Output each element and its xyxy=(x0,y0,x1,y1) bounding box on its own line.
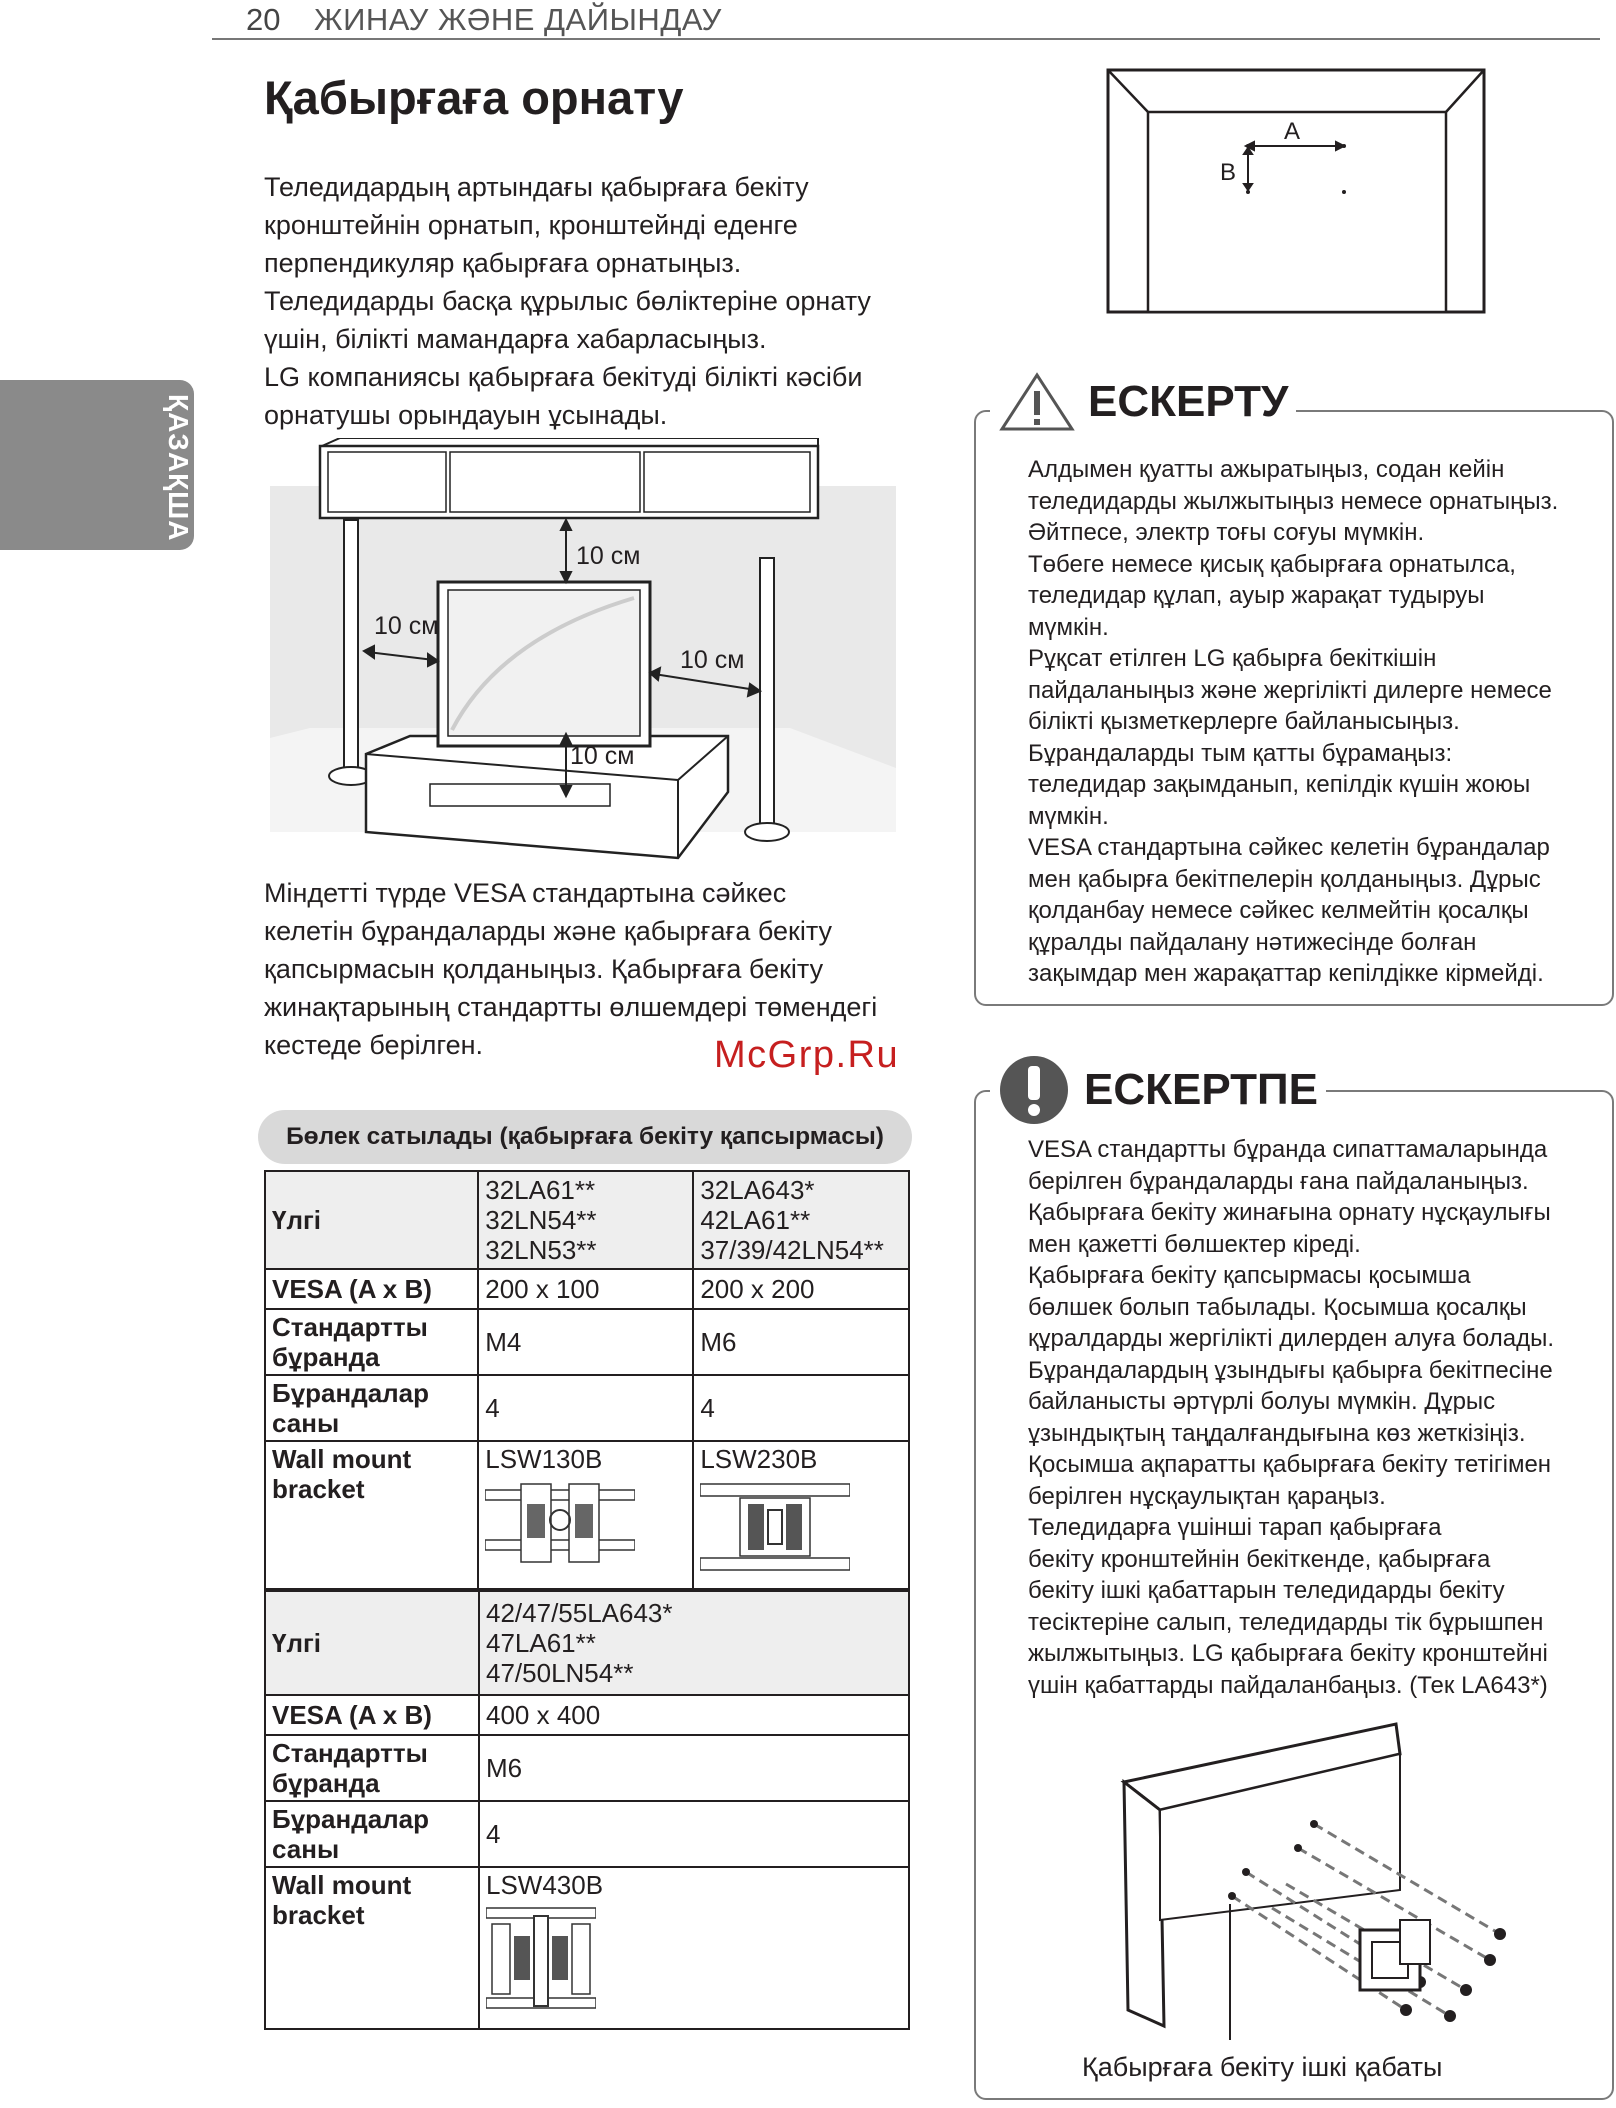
row-label xyxy=(265,1309,478,1375)
top-gap-label: 10 см xyxy=(576,542,641,570)
label-line: Бұрандалар xyxy=(272,1378,430,1408)
text-line: ұзындықтың таңдалғандығына көз жеткізіңіз. xyxy=(1028,1419,1526,1447)
model-name: 37/39/42LN54** xyxy=(700,1235,884,1265)
text-line: Теледидарды басқа құрылыс бөліктеріне орнату xyxy=(264,286,871,316)
text-line: қапсырмасын қолданыңыз. Қабырғаға бекіту xyxy=(264,954,824,984)
watermark: McGrp.Ru xyxy=(714,1034,900,1076)
bracket-part xyxy=(1360,1920,1430,1990)
text-line: VESA стандартына сәйкес келетін бұрандалар xyxy=(1028,834,1550,861)
label-line: бұранда xyxy=(272,1768,380,1798)
count-cell: 4 xyxy=(479,1801,909,1867)
text-line: мүмкін. xyxy=(1028,802,1109,830)
spacer-caption: Қабырғаға бекіту ішкі қабаты xyxy=(1082,2052,1443,2082)
text-line: тесіктеріне салып, теледидарды тік бұрышпен xyxy=(1028,1608,1544,1636)
wall-mount-spacer-diagram xyxy=(1120,1720,1520,2040)
text-line: Міндетті түрде VESA стандартына сәйкес xyxy=(264,878,787,908)
text-line: Әйтпесе, электр тоғы соғуы мүмкін. xyxy=(1028,519,1425,546)
model-name: 47LA61** xyxy=(486,1628,596,1658)
model-name: 32LA643* xyxy=(700,1175,815,1205)
table-row xyxy=(265,1695,909,1735)
text-line: мүмкін. xyxy=(1028,613,1109,641)
text-line: Қабырғаға бекіту жинағына орнату нұсқаулығы xyxy=(1028,1199,1551,1226)
note-header xyxy=(990,1042,1326,1138)
row-label xyxy=(265,1375,478,1441)
table-row xyxy=(265,1375,909,1441)
caution-title: ЕСКЕРТУ xyxy=(1088,377,1289,426)
row-label: VESA (A x B) xyxy=(265,1269,478,1309)
text-line: Алдымен қуатты ажыратыңыз, содан кейін xyxy=(1028,456,1505,483)
row-label: Үлгі xyxy=(265,1171,478,1269)
text-line: LG компаниясы қабырғаға бекітуді білікті кәсіби xyxy=(264,362,863,392)
label-line: Wall mount xyxy=(272,1870,412,1900)
bracket-cell xyxy=(479,1867,909,2029)
text-line: перпендикуляр қабырғаға орнатыңыз. xyxy=(264,248,742,278)
tv-screen xyxy=(438,582,650,746)
text-line: теледидарды жылжытыңыз немесе орнатыңыз. xyxy=(1028,487,1559,515)
text-line: Қосымша ақпаратты қабырғаға бекіту тетігімен xyxy=(1028,1451,1552,1478)
screw-cell: M6 xyxy=(479,1735,909,1801)
bracket-cell xyxy=(478,1441,693,1589)
label-line: bracket xyxy=(272,1474,365,1504)
text-line: кестеде берілген. xyxy=(264,1030,484,1060)
text-line: Бұрандалардың ұзындығы қабырға бекітпесіне xyxy=(1028,1356,1553,1384)
text-line: берілген нұсқаулықтан қараңыз. xyxy=(1028,1482,1386,1510)
row-label: VESA (A x B) xyxy=(265,1695,479,1735)
text-line: келетін бұрандаларды және қабырғаға бекіту xyxy=(264,916,833,946)
row-label: Үлгі xyxy=(265,1591,479,1695)
bracket-cell xyxy=(693,1441,909,1589)
page-number: 20 xyxy=(246,2,281,37)
count-cell: 4 xyxy=(693,1375,909,1441)
page-title: Қабырғаға орнату xyxy=(264,71,684,124)
table-row xyxy=(265,1867,909,2029)
exclamation-icon xyxy=(998,1054,1070,1126)
left-gap-label: 10 см xyxy=(374,612,439,640)
text-line: үшін қабаттарды пайдаланбаңыз. (Тек LA643*) xyxy=(1028,1671,1548,1699)
language-tab-label: ҚАЗАҚША xyxy=(163,394,194,542)
model-cell xyxy=(479,1591,909,1695)
model-cell xyxy=(693,1171,909,1269)
vesa-cell: 200 x 100 xyxy=(478,1269,693,1309)
row-label xyxy=(265,1441,478,1589)
model-name: 47/50LN54** xyxy=(486,1658,634,1688)
label-line: Wall mount xyxy=(272,1444,412,1474)
intro-paragraph xyxy=(264,168,924,434)
text-line: құралды пайдалану нәтижесінде болған xyxy=(1028,928,1477,956)
row-label xyxy=(265,1867,479,2029)
model-cell xyxy=(478,1171,693,1269)
text-line: берілген бұрандаларды ғана пайдаланыңыз. xyxy=(1028,1167,1529,1195)
sold-separately-banner: Бөлек сатылады (қабырғаға бекіту қапсырмасы) xyxy=(258,1110,912,1164)
label-line: Стандартты xyxy=(272,1312,428,1342)
text-line: теледидар құлап, ауыр жарақат тудыруы xyxy=(1028,582,1485,609)
bracket-name: LSW130B xyxy=(485,1444,603,1474)
text-line: зақымдар мен жарақаттар кепілдікке кірмейді. xyxy=(1028,960,1544,987)
vesa-dimension-diagram xyxy=(1106,68,1486,316)
bracket-name: LSW430B xyxy=(486,1870,604,1900)
text-line: мен қабырға бекітпелерін қолданыңыз. Дұрыс xyxy=(1028,865,1541,893)
count-cell: 4 xyxy=(478,1375,693,1441)
section-heading: ЖИНАУ ЖӘНЕ ДАЙЫНДАУ xyxy=(314,2,722,37)
caution-text xyxy=(1028,454,1608,990)
model-name: 32LN54** xyxy=(485,1205,597,1235)
label-line: бұранда xyxy=(272,1342,380,1372)
warning-triangle-icon xyxy=(998,371,1076,433)
text-line: пайдаланыңыз және жергілікті дилерге немесе xyxy=(1028,676,1552,704)
text-line: жинақтарының стандартты өлшемдері төмендегі xyxy=(264,992,878,1022)
model-name: 42/47/55LA643* xyxy=(486,1598,673,1628)
lsw130b-bracket-image xyxy=(485,1480,635,1570)
label-line: bracket xyxy=(272,1900,365,1930)
lsw230b-bracket-image xyxy=(700,1480,850,1576)
screw-cell: M4 xyxy=(478,1309,693,1375)
wall-clearance-diagram xyxy=(270,438,900,866)
vesa-b-label: B xyxy=(1220,159,1237,186)
table-row xyxy=(265,1801,909,1867)
label-line: саны xyxy=(272,1834,340,1864)
note-text xyxy=(1028,1134,1608,1701)
text-line: Қабырғаға бекіту қапсырмасы қосымша xyxy=(1028,1262,1471,1289)
screw-cell: M6 xyxy=(693,1309,909,1375)
text-line: Бұрандаларды тым қатты бұрамаңыз: xyxy=(1028,739,1453,767)
text-line: бекіту ішкі қабаттарын теледидарды бекіту xyxy=(1028,1577,1505,1604)
text-line: жылжытыңыз. LG қабырғаға бекіту кронштейні xyxy=(1028,1640,1548,1667)
text-line: бөлшек болып табылады. Қосымша қосалқы xyxy=(1028,1293,1527,1321)
right-gap-label: 10 см xyxy=(680,646,745,674)
text-line: теледидар зақымданып, кепілдік күшін жоюы xyxy=(1028,771,1531,798)
row-label xyxy=(265,1801,479,1867)
table-row xyxy=(265,1441,909,1589)
label-line: Бұрандалар xyxy=(272,1804,430,1834)
note-title: ЕСКЕРТПЕ xyxy=(1084,1065,1318,1114)
model-name: 32LA61** xyxy=(485,1175,596,1205)
vesa-cell: 400 x 400 xyxy=(479,1695,909,1735)
bottom-gap-label: 10 см xyxy=(570,742,635,770)
text-line: VESA стандартты бұранда сипаттамаларында xyxy=(1028,1136,1548,1163)
text-line: бекіту кронштейнін бекіткенде, қабырғаға xyxy=(1028,1545,1491,1573)
label-line: саны xyxy=(272,1408,340,1438)
table-row xyxy=(265,1269,909,1309)
caution-header xyxy=(990,362,1296,442)
label-line: Стандартты xyxy=(272,1738,428,1768)
text-line: Теледидарға үшінші тарап қабырғаға xyxy=(1028,1514,1442,1541)
vesa-a-label: A xyxy=(1284,118,1301,145)
table-row xyxy=(265,1735,909,1801)
table-row xyxy=(265,1171,909,1269)
text-line: Рұқсат етілген LG қабырға бекіткішін xyxy=(1028,645,1437,672)
model-name: 32LN53** xyxy=(485,1235,597,1265)
text-line: орнатушы орындауын ұсынады. xyxy=(264,400,668,430)
tv-stand xyxy=(366,736,728,858)
text-line: байланысты әртүрлі болуы мүмкін. Дұрыс xyxy=(1028,1388,1496,1415)
page-header xyxy=(212,0,1600,40)
text-line: мен қажетті бөлшектер кіреді. xyxy=(1028,1230,1361,1258)
text-line: үшін, білікті мамандарға хабарласыңыз. xyxy=(264,324,767,354)
row-label xyxy=(265,1735,479,1801)
spec-table-1 xyxy=(264,1170,910,1590)
text-line: кронштейнін орнатып, кронштейнді еденге xyxy=(264,210,798,240)
spec-table-2 xyxy=(264,1590,910,2030)
vesa-cell: 200 x 200 xyxy=(693,1269,909,1309)
text-line: қолданбау немесе сәйкес келмейтін қосалқы xyxy=(1028,897,1529,924)
wall-cabinet xyxy=(320,438,818,518)
text-line: құралдарды жергілікті дилерден алуға болады. xyxy=(1028,1325,1554,1352)
table-row xyxy=(265,1309,909,1375)
bracket-name: LSW230B xyxy=(700,1444,818,1474)
lsw430b-bracket-image xyxy=(486,1904,596,2014)
text-line: білікті қызметкерлерге байланысыңыз. xyxy=(1028,708,1460,735)
text-line: Төбеге немесе қисық қабырғаға орнатылса, xyxy=(1028,550,1516,578)
table-row xyxy=(265,1591,909,1695)
text-line: Теледидардың артындағы қабырғаға бекіту xyxy=(264,172,809,202)
model-name: 42LA61** xyxy=(700,1205,811,1235)
